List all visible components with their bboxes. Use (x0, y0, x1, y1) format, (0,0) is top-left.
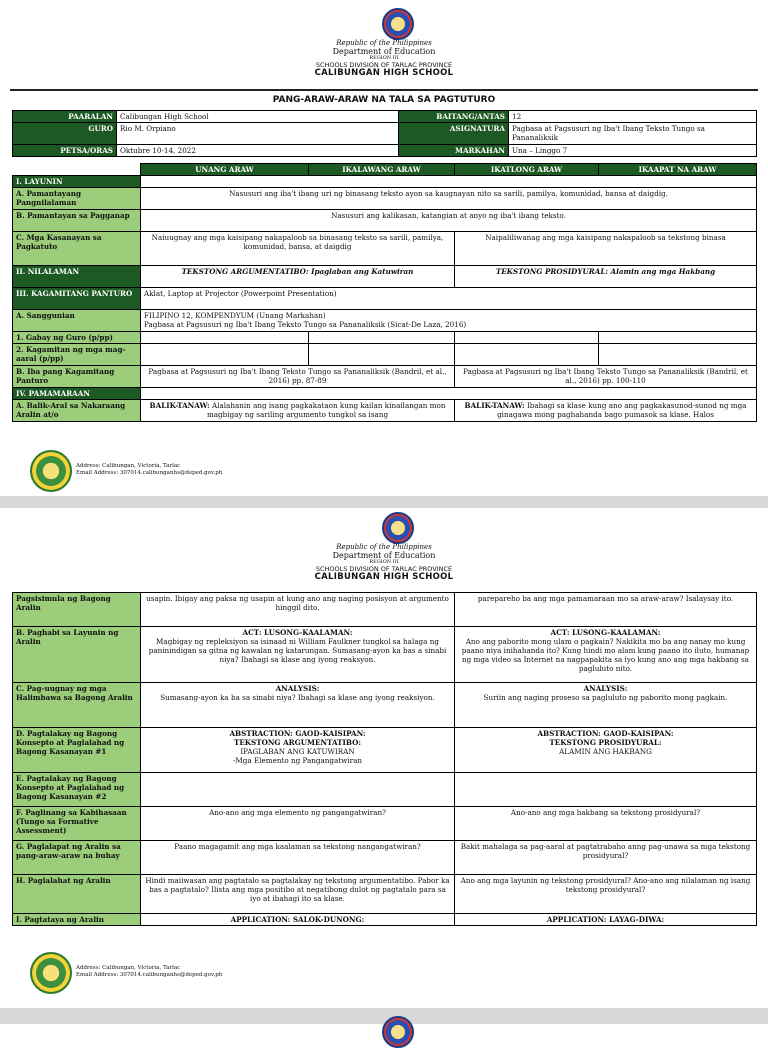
sanggunian-label: A. Sanggunian (13, 310, 141, 332)
layunin-row (141, 176, 757, 188)
iba-value-2: Pagbasa at Pagsusuri ng Iba't Ibang Teksto Tungo sa Pananaliksik (Bandril, et al., 2016) pp. 100-110 (455, 366, 757, 388)
paglinang-value-1: Ano-ano ang mga elemento ng pangangatwiran? (141, 807, 455, 841)
guro-value: Rio M. Orpiano (117, 123, 399, 145)
pagsisimula-value-2: parepareho ba ang mga pamamaraan mo sa araw-araw? Isalaysay ito. (455, 593, 757, 627)
paghabi-head-2: ACT: LUSONG-KAALAMAN: (550, 628, 661, 637)
pagtalakay1-line-2b: TEKSTONG PROSIDYURAL: (549, 738, 662, 747)
pagsisimula-value-1: usapin. Ibigay ang paksa ng usapin at kung ano ang naging posisyon at argumento hinggil dito. (141, 593, 455, 627)
paglalahat-value-2: Ano ang mga layunin ng tekstong prosidyural? Ano-ano ang nilalaman ng isang tekstong prosidyural? (455, 875, 757, 914)
balik-head-2: BALIK-TANAW: (464, 401, 525, 410)
info-table (12, 110, 757, 157)
paguugnay-value-1: Sumasang-ayon ka ba sa sinabi niya? Ibahagi sa klase ang iyong reaksiyon. (160, 693, 435, 702)
paglalapat-value-1: Paano magagamit ang mga kaalaman sa tekstong nangangatwiran? (141, 841, 455, 875)
deped-seal-icon (382, 512, 414, 544)
paaralan-value: Calibungan High School (117, 111, 399, 123)
page-1 (0, 0, 768, 496)
paglinang-label: F. Paglinang sa Kabihasaan (Tungo sa Formative Assessment) (13, 807, 141, 841)
sanggunian-value-2: Pagbasa at Pagsusuri ng Iba't Ibang Teksto Tungo sa Pananaliksik (Sicat-De Laza, 2016) (144, 320, 467, 329)
balik-cell-2 (455, 400, 757, 422)
paghabi-head-1: ACT: LUSONG-KAALAMAN: (242, 628, 353, 637)
pagtataya-label: I. Pagtataya ng Aralin (13, 914, 141, 926)
gabay-day-1 (141, 332, 309, 344)
paguugnay-label: C. Pag-uugnay ng mga Halimbawa sa Bagong Aralin (13, 683, 141, 728)
school-name: CALIBUNGAN HIGH SCHOOL (314, 68, 454, 79)
pagtalakay2-label: E. Pagtalakay ng Bagong Konsepto at Paglalahad ng Bagong Kasanayan #2 (13, 773, 141, 807)
day-4-header: IKAAPAT NA ARAW (599, 164, 757, 176)
petsa-label: PETSA/ORAS (13, 145, 117, 157)
pagtalakay1-line-1a: ABSTRACTION: GAOD-KAISIPAN: (229, 729, 366, 738)
markahan-value: Una – Linggo 7 (509, 145, 757, 157)
pagtalakay1-line-2a: ABSTRACTION: GAOD-KAISIPAN: (537, 729, 674, 738)
paguugnay-cell-2 (455, 683, 757, 728)
footer-email: Email Address: 307014.calibunganhs@deped.gov.ph (76, 470, 223, 477)
region-text: REGION III (369, 559, 399, 566)
paguugnay-head-2: ANALYSIS: (583, 684, 628, 693)
pamantayan-label: B. Pamantayan sa Pagganap (13, 210, 141, 232)
deped-seal-icon (382, 1016, 414, 1048)
petsa-value: Oktubre 10-14, 2022 (117, 145, 399, 157)
footer-address: Address: Calibungan, Victoria, Tarlac (76, 463, 181, 469)
pagtataya-value-1: APPLICATION: SALOK-DUNONG: (141, 914, 455, 926)
division-text: SCHOOLS DIVISION OF TARLAC PROVINCE (315, 60, 453, 69)
corner-cell (13, 164, 141, 176)
footer-email: Email Address: 307014.calibunganhs@deped.gov.ph (76, 972, 223, 979)
kagamitan-day-4 (599, 344, 757, 366)
document-title: PANG-ARAW-ARAW NA TALA SA PAGTUTURO (272, 95, 496, 105)
page-gap (0, 496, 768, 508)
kagamitan-day-3 (455, 344, 599, 366)
republic-text: Republic of the Philippines (336, 39, 432, 47)
pamamaraan-row (141, 388, 757, 400)
pagtataya-value-2: APPLICATION: LAYAG-DIWA: (455, 914, 757, 926)
paglalapat-value-2: Bakit mahalaga sa pag-aaral at pagtatrabaho anng pag-unawa sa mga tekstong prosidyural? (455, 841, 757, 875)
kagamitang-label: III. KAGAMITANG PANTURO (13, 288, 141, 310)
balik-head-1: BALIK-TANAW: (149, 401, 210, 410)
paguugnay-cell-1 (141, 683, 455, 728)
school-logo-icon (30, 450, 72, 492)
pagtalakay2-day-2 (455, 773, 757, 807)
asignatura-value: Pagbasa at Pagsusuri ng Iba't Ibang Teksto Tungo sa Pananaliksik (509, 123, 757, 145)
deped-seal-icon (382, 8, 414, 40)
department-text: Department of Education (332, 550, 436, 560)
pamantayan-value: Nasusuri ang kalikasan, katangian at anyo ng iba't ibang teksto. (141, 210, 757, 232)
kagamitan-day-2 (309, 344, 455, 366)
iba-label: B. Iba pang Kagamitang Panturo (13, 366, 141, 388)
baitang-label: BAITANG/ANTAS (399, 111, 509, 123)
division-text: SCHOOLS DIVISION OF TARLAC PROVINCE (315, 564, 453, 573)
department-text: Department of Education (332, 46, 436, 56)
paghabi-value-1: Magbigay ng repleksiyon sa isinaad ni William Faulkner tungkol sa halaga ng paninindigan sa gitna ng kawalan ng katarungan. Sumasang-ayon ka bas a sinabi niya? Ibahagi sa klase ang iyong reaksyon. (148, 637, 447, 664)
paglalahat-value-1: Hindi maiiwasan ang pagtatalo sa pagtalakay ng tekstong argumentatibo. Pabor ka bas a pagtatalo? Ilista ang mga positibo at negatibong dulot ng pagtatalo para sa iyo at ibahagi ito sa klase. (141, 875, 455, 914)
balik-cell-1 (141, 400, 455, 422)
lesson-table-page-2 (12, 592, 757, 926)
paghabi-cell-2 (455, 627, 757, 683)
letterhead (0, 40, 768, 78)
paguugnay-head-1: ANALYSIS: (275, 684, 320, 693)
sanggunian-value-1: FILIPINO 12, KOMPENDYUM (Unang Markahan) (144, 311, 326, 320)
gabay-day-2 (309, 332, 455, 344)
paglalapat-label: G. Paglalapat ng Aralin sa pang-araw-araw na buhay (13, 841, 141, 875)
pamantayang-label: A. Pamantayang Pangnilalaman (13, 188, 141, 210)
baitang-value: 12 (509, 111, 757, 123)
school-logo-icon (30, 952, 72, 994)
kagamitan-mag-aaral-label: 2. Kagamitan ng mga mag-aaral (p/pp) (13, 344, 141, 366)
pagtalakay1-line-2c: ALAMIN ANG HAKBANG (559, 747, 652, 756)
iba-value-1: Pagbasa at Pagsusuri ng Iba't Ibang Teksto Tungo sa Pananaliksik (Bandril, et al., 2016) pp. 87-89 (141, 366, 455, 388)
kagamitan-day-1 (141, 344, 309, 366)
day-1-header: UNANG ARAW (141, 164, 309, 176)
kagamitang-value: Aklat, Laptop at Projector (Powerpoint Presentation) (141, 288, 757, 310)
paguugnay-value-2: Suriin ang naging proseso sa pagluluto ng paborito mong pagkain. (483, 693, 728, 702)
pamamaraan-label: IV. PAMAMARAAN (13, 388, 141, 400)
pagtalakay1-line-1d: -Mga Elemento ng Pangangatwiran (233, 756, 362, 765)
paghabi-cell-1 (141, 627, 455, 683)
markahan-label: MARKAHAN (399, 145, 509, 157)
region-text: REGION III (369, 55, 399, 62)
page-gap (0, 1008, 768, 1024)
pagtalakay1-line-1c: IPAGLABAN ANG KATUWIRAN (240, 747, 355, 756)
pagsisimula-label: Pagsisimula ng Bagong Aralin (13, 593, 141, 627)
pagtalakay2-day-1 (141, 773, 455, 807)
paghabi-value-2: Ano ang paborito mong ulam o pagkain? Nakikita mo ba ang nanay mo kung paano niya inihahanda ito? Kung hindi mo alam kung paano ito iluto, humanap ng mga video sa Internet na nagpapakita sa iyo kung ano ang mga hakbang sa pagluluto nito. (461, 637, 750, 673)
lesson-table-page-1 (12, 163, 757, 422)
pamantayang-value: Nasusuri ang iba't ibang uri ng binasang teksto ayon sa kaugnayan nito sa sarili, pamilya, komunidad, bansa at daigdig. (141, 188, 757, 210)
paglalahat-label: H. Paglalahat ng Aralin (13, 875, 141, 914)
school-name: CALIBUNGAN HIGH SCHOOL (314, 572, 454, 583)
pagtalakay1-line-1b: TEKSTONG ARGUMENTATIBO: (233, 738, 361, 747)
paaralan-label: PAARALAN (13, 111, 117, 123)
nilalaman-label: II. NILALAMAN (13, 266, 141, 288)
day-3-header: IKATLONG ARAW (455, 164, 599, 176)
sanggunian-cell (141, 310, 757, 332)
gabay-label: 1. Gabay ng Guro (p/pp) (13, 332, 141, 344)
gabay-day-4 (599, 332, 757, 344)
page-2 (0, 508, 768, 1008)
balik-label: A. Balik-Aral sa Nakaraang Aralin at/o (13, 400, 141, 422)
guro-label: GURO (13, 123, 117, 145)
asignatura-label: ASIGNATURA (399, 123, 509, 145)
gabay-day-3 (455, 332, 599, 344)
kasanayan-value-2: Naipaliliwanag ang mga kaisipang nakapaloob sa tekstong binasa (455, 232, 757, 266)
footer-address: Address: Calibungan, Victoria, Tarlac (76, 965, 181, 971)
letterhead (0, 544, 768, 582)
kasanayan-value-1: Naiuugnay ang mga kaisipang nakapaloob sa binasang teksto sa sarili, pamilya, komunidad, bansa, at daigdig (141, 232, 455, 266)
pagtalakay1-cell-1 (141, 728, 455, 773)
day-2-header: IKALAWANG ARAW (309, 164, 455, 176)
nilalaman-value-2: TEKSTONG PROSIDYURAL: Alamin ang mga Hakbang (455, 266, 757, 288)
paghabi-label: B. Paghabi sa Layunin ng Aralin (13, 627, 141, 683)
layunin-label: I. LAYUNIN (13, 176, 141, 188)
kasanayan-label: C. Mga Kasanayan sa Pagkatuto (13, 232, 141, 266)
balik-value-2: Ibahagi sa klase kung ano ang pagkakasunod-sunod ng mga ginagawa mong paghahanda bago pumasok sa klase. Halos (497, 401, 747, 419)
nilalaman-value-1: TEKSTONG ARGUMENTATIBO: Ipaglaban ang Katuwiran (141, 266, 455, 288)
republic-text: Republic of the Philippines (336, 543, 432, 551)
paglinang-value-2: Ano-ano ang mga hakbang sa tekstong prosidyural? (455, 807, 757, 841)
header-rule (10, 89, 758, 91)
pagtalakay1-label: D. Pagtalakay ng Bagong Konsepto at Paglalahad ng Bagong Kasanayan #1 (13, 728, 141, 773)
pagtalakay1-cell-2 (455, 728, 757, 773)
balik-value-1: Alalahanin ang isang pagkakataon kung kailan kinailangan mon magbigay ng sariling argumento tungkol sa isang (206, 401, 446, 419)
